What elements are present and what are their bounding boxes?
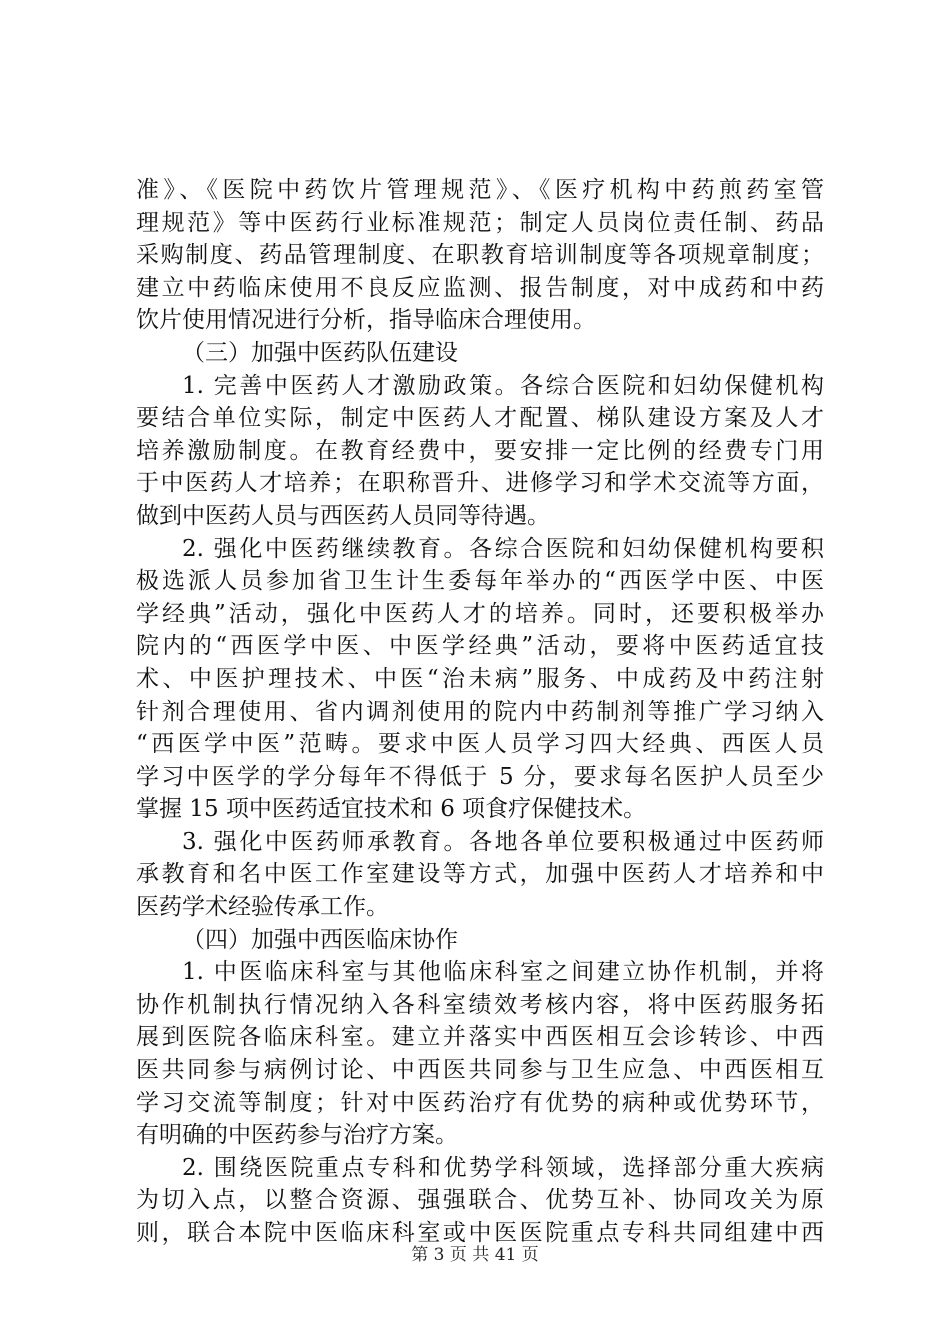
text-line: 学习交流等制度；针对中医药治疗有优势的病种或优势环节， [136,1089,824,1116]
text-line: 做到中医药人员与西医药人员同等待遇。 [136,502,550,529]
section-heading: （四）加强中西医临床协作 [182,926,458,953]
text-line: 建立中药临床使用不良反应监测、报告制度，对中成药和中药 [136,274,824,301]
text-line: 理规范》等中医药行业标准规范；制定人员岗位责任制、药品 [136,209,824,236]
text-line: 有明确的中医药参与治疗方案。 [136,1122,458,1149]
text-line: 1. 中医临床科室与其他临床科室之间建立协作机制，并将 [182,959,824,986]
text-line: 术、中医护理技术、中医“治未病”服务、中成药及中药注射 [136,665,824,692]
text-line: 医共同参与病例讨论、中西医共同参与卫生应急、中西医相互 [136,1057,824,1084]
text-line: 于中医药人才培养；在职称晋升、进修学习和学术交流等方面， [136,470,824,497]
text-line: 则，联合本院中医临床科室或中医医院重点专科共同组建中西 [136,1220,824,1246]
text-line: “西医学中医”范畴。要求中医人员学习四大经典、西医人员 [136,731,824,758]
text-line: 准》、《医院中药饮片管理规范》、《医疗机构中药煎药室管 [136,177,824,203]
document-body [136,174,824,1250]
text-line: 要结合单位实际，制定中医药人才配置、梯队建设方案及人才 [136,405,824,432]
text-line: 2. 强化中医药继续教育。各综合医院和妇幼保健机构要积 [182,535,824,562]
text-line: 为切入点，以整合资源、强强联合、优势互补、协同攻关为原 [136,1187,824,1214]
text-line: 协作机制执行情况纳入各科室绩效考核内容，将中医药服务拓 [136,991,824,1018]
text-line: 院内的“西医学中医、中医学经典”活动，要将中医药适宜技 [136,633,824,660]
text-line: 2. 围绕医院重点专科和优势学科领域，选择部分重大疾病 [182,1154,824,1181]
text-line: 极选派人员参加省卫生计生委每年举办的“西医学中医、中医 [136,568,824,595]
text-line: 学经典”活动，强化中医药人才的培养。同时，还要积极举办 [136,600,824,627]
text-line: 培养激励制度。在教育经费中，要安排一定比例的经费专门用 [136,437,824,464]
text-line: 学习中医学的学分每年不得低于 5 分，要求每名医护人员至少 [136,763,824,790]
text-line: 采购制度、药品管理制度、在职教育培训制度等各项规章制度； [136,242,824,269]
page-footer: 第 3 页 共 41 页 [411,1245,539,1265]
section-heading: （三）加强中医药队伍建设 [182,339,458,366]
text-line: 饮片使用情况进行分析，指导临床合理使用。 [136,307,596,334]
text-line: 医药学术经验传承工作。 [136,894,389,921]
text-line: 掌握 15 项中医药适宜技术和 6 项食疗保健技术。 [136,796,647,823]
text-line: 1. 完善中医药人才激励政策。各综合医院和妇幼保健机构 [182,372,824,399]
text-line: 承教育和名中医工作室建设等方式，加强中医药人才培养和中 [136,861,824,888]
text-line: 针剂合理使用、省内调剂使用的院内中药制剂等推广学习纳入 [136,698,824,725]
text-line: 3. 强化中医药师承教育。各地各单位要积极通过中医药师 [182,828,824,855]
text-line: 展到医院各临床科室。建立并落实中西医相互会诊转诊、中西 [136,1024,824,1051]
